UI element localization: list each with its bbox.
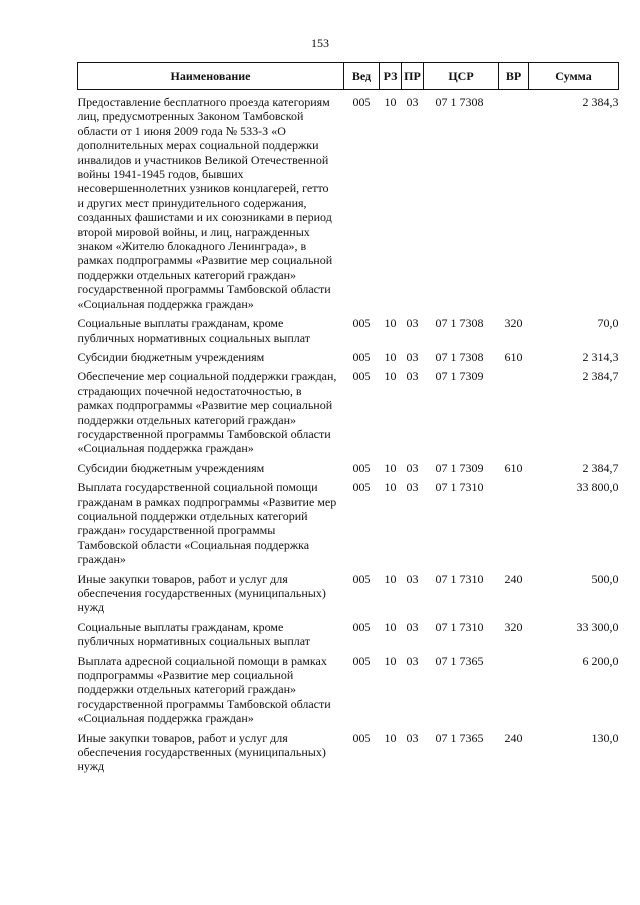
row-pr: 03	[406, 316, 419, 331]
row-rz: 10	[384, 653, 397, 668]
row-rz: 10	[384, 460, 397, 475]
row-csr: 07 1 7309	[435, 460, 484, 475]
table-row	[78, 480, 619, 571]
row-sum: 500,0	[591, 571, 619, 586]
row-csr: 07 1 7365	[435, 653, 484, 668]
row-sum: 2 384,7	[582, 369, 619, 384]
row-pr: 03	[406, 480, 419, 495]
table-row	[78, 461, 619, 480]
row-csr: 07 1 7308	[435, 316, 484, 331]
table-row	[78, 654, 619, 731]
row-rz: 10	[384, 571, 397, 586]
budget-table	[77, 62, 619, 779]
row-pr: 03	[406, 619, 419, 634]
row-name: Выплата адресной социальной помощи в рамках подпрограммы «Развитие мер социальной поддержки отдельных категорий граждан» государственной программы Тамбовской области «Социальная поддержка граждан»	[77, 653, 331, 726]
row-csr: 07 1 7308	[435, 95, 484, 109]
row-sum: 130,0	[591, 730, 619, 745]
table-row	[78, 316, 619, 350]
header-name: Наименование	[78, 63, 344, 90]
row-rz: 10	[384, 349, 397, 364]
row-csr: 07 1 7365	[435, 730, 484, 745]
row-pr: 03	[406, 730, 419, 745]
row-vr	[499, 480, 529, 571]
row-csr: 07 1 7310	[435, 619, 484, 634]
row-csr: 07 1 7310	[435, 480, 484, 495]
row-name: Предоставление бесплатного проезда категориям лиц, предусмотренных Законом Тамбовской области от 1 июня 2009 года № 533-З «О дополнительных мерах социальной поддержки инвалидов и участников Великой Отечественной войны 1941-1945 годов, бывших несовершеннолетних узников концлагерей, гетто и других мест принудительного содержания, созданных фашистами и их союзниками в период второй мировой войны, и лиц, награжденных знаком «Жителю блокадного Ленинграда», в рамках подпрограммы «Развитие мер социальной поддержки отдельных категорий граждан» государственной программы Тамбовской области «Социальная поддержка граждан»	[77, 95, 333, 311]
row-vr: 240	[504, 730, 523, 745]
header-csr: ЦСР	[424, 63, 499, 90]
table-row	[78, 731, 619, 779]
row-rz: 10	[384, 369, 397, 384]
table-row	[78, 369, 619, 460]
row-pr: 03	[406, 369, 419, 384]
row-pr: 03	[406, 571, 419, 586]
row-csr: 07 1 7308	[435, 349, 484, 364]
table-header-row	[78, 63, 619, 90]
table-row	[78, 350, 619, 369]
header-pr: ПР	[402, 63, 424, 90]
row-ved: 005	[352, 369, 371, 384]
row-vr: 320	[504, 316, 523, 331]
row-sum: 2 314,3	[582, 349, 619, 364]
row-name: Субсидии бюджетным учреждениям	[77, 460, 265, 475]
row-name: Социальные выплаты гражданам, кроме публичных нормативных социальных выплат	[77, 316, 311, 345]
row-name: Обеспечение мер социальной поддержки граждан, страдающих почечной недостаточностью, в рамках подпрограммы «Развитие мер социальной поддержки отдельных категорий граждан» государственной программы Тамбовской области «Социальная поддержка граждан»	[77, 369, 337, 456]
row-ved: 005	[352, 316, 371, 331]
row-ved: 005	[352, 95, 371, 109]
row-sum: 33 800,0	[576, 480, 619, 495]
row-vr: 610	[504, 460, 523, 475]
row-ved: 005	[352, 480, 371, 495]
row-csr: 07 1 7309	[435, 369, 484, 384]
row-sum: 2 384,7	[582, 460, 619, 475]
row-rz: 10	[384, 95, 397, 109]
row-ved: 005	[352, 653, 371, 668]
row-vr: 240	[504, 571, 523, 586]
table-row	[78, 90, 619, 317]
row-pr: 03	[406, 95, 419, 109]
row-vr	[499, 369, 529, 460]
header-sum: Сумма	[529, 63, 619, 90]
header-vr: ВР	[499, 63, 529, 90]
row-ved: 005	[352, 619, 371, 634]
row-pr: 03	[406, 349, 419, 364]
row-sum: 70,0	[597, 316, 619, 331]
table-row	[78, 620, 619, 654]
row-vr: 610	[504, 349, 523, 364]
table-row	[78, 572, 619, 620]
row-csr: 07 1 7310	[435, 571, 484, 586]
row-name: Выплата государственной социальной помощи гражданам в рамках подпрограммы «Развитие мер социальной поддержки отдельных категорий граждан» государственной программы Тамбовской области «Социальная поддержка граждан»	[77, 480, 337, 567]
row-rz: 10	[384, 619, 397, 634]
row-ved: 005	[352, 460, 371, 475]
row-name: Субсидии бюджетным учреждениям	[77, 349, 265, 364]
row-pr: 03	[406, 460, 419, 475]
row-ved: 005	[352, 571, 371, 586]
page-number: 153	[311, 36, 329, 50]
row-ved: 005	[352, 730, 371, 745]
row-name: Иные закупки товаров, работ и услуг для обеспечения государственных (муниципальных) нужд	[77, 730, 326, 774]
row-sum: 2 384,3	[582, 95, 619, 109]
header-rz: РЗ	[380, 63, 402, 90]
row-vr	[499, 90, 529, 317]
header-ved: Вед	[344, 63, 380, 90]
row-vr	[499, 654, 529, 731]
row-name: Социальные выплаты гражданам, кроме публичных нормативных социальных выплат	[77, 619, 311, 649]
row-rz: 10	[384, 316, 397, 331]
row-pr: 03	[406, 653, 419, 668]
row-rz: 10	[384, 730, 397, 745]
row-rz: 10	[384, 480, 397, 495]
row-sum: 33 300,0	[576, 619, 619, 634]
row-name: Иные закупки товаров, работ и услуг для обеспечения государственных (муниципальных) нужд	[77, 571, 326, 615]
row-vr: 320	[504, 619, 523, 634]
row-sum: 6 200,0	[582, 653, 619, 668]
row-ved: 005	[352, 349, 371, 364]
